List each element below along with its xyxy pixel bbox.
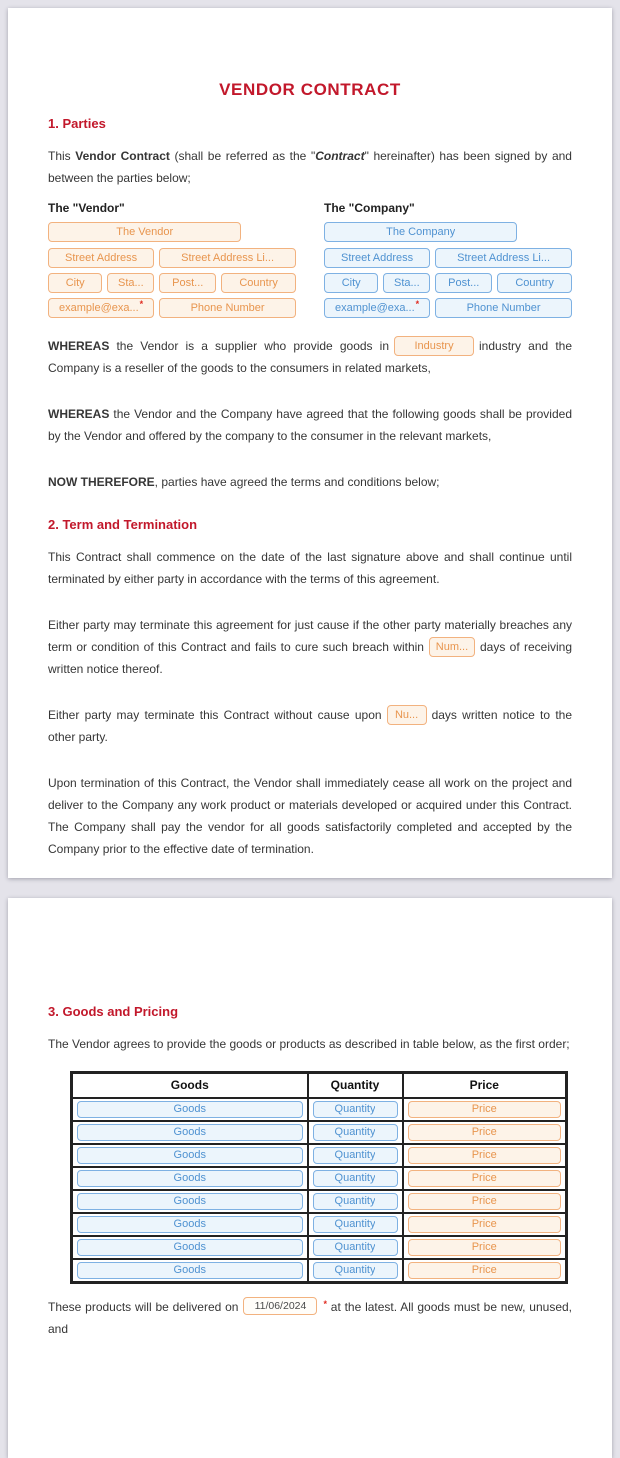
vendor-country-placeholder: Country xyxy=(239,277,278,289)
price-placeholder: Price xyxy=(471,1195,497,1207)
company-state-placeholder: Sta... xyxy=(393,277,420,289)
text-run-bold xyxy=(315,149,364,163)
breach-days-placeholder: Num... xyxy=(435,640,469,653)
text-run: Either party may terminate this agreement for just cause if the other party materially breaches any term or condition of this Contract and fails to cure such breach within xyxy=(48,618,572,654)
company-name-placeholder: The Company xyxy=(386,226,456,238)
goods-table-row xyxy=(72,1213,567,1236)
vendor-postal-input[interactable] xyxy=(159,273,216,293)
notice-days-placeholder: Nu... xyxy=(394,708,419,721)
term-without-cause-paragraph xyxy=(48,704,572,748)
price-input[interactable] xyxy=(408,1101,562,1118)
text-run-italic: Contract xyxy=(315,149,365,163)
text-run-bold: WHEREAS xyxy=(48,339,110,353)
price-input[interactable] xyxy=(408,1170,562,1187)
section-heading-goods: 3. Goods and Pricing xyxy=(48,1004,179,1019)
quantity-input[interactable] xyxy=(313,1124,398,1141)
goods-placeholder: Goods xyxy=(173,1195,206,1207)
delivery-date-input[interactable] xyxy=(243,1297,317,1315)
company-contact-row xyxy=(324,298,572,318)
delivery-date-value: 11/06/2024 xyxy=(254,1300,307,1313)
vendor-contact-row xyxy=(48,298,296,318)
text-run-bold: WHEREAS xyxy=(48,407,110,421)
goods-column-header: Goods xyxy=(72,1073,308,1098)
text-run: the Vendor and the Company have agreed that the following goods shall be provided by the Vendor and offered by the company to the consumer in the relevant markets, xyxy=(48,407,572,443)
goods-table-header-row xyxy=(72,1073,567,1098)
text-run: days written notice to the other party. xyxy=(48,708,572,744)
vendor-name-input[interactable] xyxy=(48,222,241,242)
quantity-placeholder: Quantity xyxy=(334,1195,376,1207)
goods-placeholder: Goods xyxy=(173,1149,206,1161)
vendor-postal-placeholder: Post... xyxy=(172,277,204,289)
text-run-bold: NOW THEREFORE xyxy=(48,475,155,489)
text-run: , parties have agreed the terms and conditions below; xyxy=(154,475,440,489)
vendor-state-placeholder: Sta... xyxy=(117,277,144,289)
company-city-input[interactable] xyxy=(324,273,378,293)
text-run: Either party may terminate this Contract without cause upon xyxy=(48,708,382,722)
goods-table-row xyxy=(72,1167,567,1190)
industry-input[interactable] xyxy=(394,336,474,356)
contract-page-1 xyxy=(8,8,612,878)
price-input[interactable] xyxy=(408,1147,562,1164)
company-street-input[interactable] xyxy=(324,248,430,268)
goods-intro-paragraph: The Vendor agrees to provide the goods or products as described in table below, as the first order; xyxy=(48,1037,570,1051)
quantity-input[interactable] xyxy=(313,1147,398,1164)
goods-input[interactable] xyxy=(77,1262,303,1279)
vendor-street-input[interactable] xyxy=(48,248,154,268)
text-run: days of receiving written notice thereof. xyxy=(48,640,572,676)
vendor-name-placeholder: The Vendor xyxy=(116,226,174,238)
whereas-industry-paragraph xyxy=(48,335,572,379)
vendor-phone-input[interactable] xyxy=(159,298,296,318)
text-run: industry and the Company is a reseller of the goods to the consumers in related markets, xyxy=(48,339,572,375)
term-just-cause-paragraph xyxy=(48,614,572,680)
notice-days-input[interactable] xyxy=(387,705,427,725)
text-run: These products will be delivered on xyxy=(48,1299,239,1314)
goods-table-row xyxy=(72,1144,567,1167)
quantity-column-header: Quantity xyxy=(308,1073,403,1098)
section-heading-parties: 1. Parties xyxy=(48,116,106,131)
company-street2-placeholder: Street Address Li... xyxy=(457,252,551,264)
vendor-street2-placeholder: Street Address Li... xyxy=(181,252,275,264)
goods-table-row xyxy=(72,1259,567,1283)
contract-page-2 xyxy=(8,898,612,1458)
required-asterisk: * xyxy=(139,298,144,309)
goods-table-row xyxy=(72,1098,567,1121)
quantity-placeholder: Quantity xyxy=(334,1218,376,1230)
industry-placeholder: Industry xyxy=(414,339,454,352)
goods-table-row xyxy=(72,1236,567,1259)
price-placeholder: Price xyxy=(471,1241,497,1253)
vendor-country-input[interactable] xyxy=(221,273,296,293)
price-placeholder: Price xyxy=(471,1103,497,1115)
goods-placeholder: Goods xyxy=(173,1103,206,1115)
vendor-street2-input[interactable] xyxy=(159,248,296,268)
price-placeholder: Price xyxy=(471,1172,497,1184)
vendor-state-input[interactable] xyxy=(107,273,154,293)
goods-input[interactable] xyxy=(77,1216,303,1233)
vendor-column xyxy=(48,201,296,323)
breach-days-input[interactable] xyxy=(429,637,475,657)
price-input[interactable] xyxy=(408,1239,562,1256)
text-run: (shall be referred as the " xyxy=(169,149,316,163)
vendor-phone-placeholder: Phone Number xyxy=(190,302,265,314)
company-state-input[interactable] xyxy=(383,273,430,293)
price-column-header: Price xyxy=(403,1073,567,1098)
delivery-paragraph xyxy=(48,1296,572,1340)
required-asterisk: * xyxy=(415,298,420,309)
company-city-placeholder: City xyxy=(341,277,361,289)
company-street2-input[interactable] xyxy=(435,248,572,268)
company-street-placeholder: Street Address xyxy=(341,252,414,264)
text-run: at the latest. All goods must be new, unused, and xyxy=(48,1299,572,1336)
quantity-input[interactable] xyxy=(313,1170,398,1187)
price-placeholder: Price xyxy=(471,1126,497,1138)
price-placeholder: Price xyxy=(471,1264,497,1276)
vendor-email-placeholder: example@exa... xyxy=(59,302,139,314)
company-heading: The "Company" xyxy=(324,201,415,215)
goods-table-row xyxy=(72,1190,567,1213)
required-asterisk: * xyxy=(323,1298,327,1309)
price-input[interactable] xyxy=(408,1216,562,1233)
goods-placeholder: Goods xyxy=(173,1126,206,1138)
quantity-placeholder: Quantity xyxy=(334,1241,376,1253)
company-email-input[interactable] xyxy=(324,298,430,318)
price-placeholder: Price xyxy=(471,1218,497,1230)
quantity-input[interactable] xyxy=(313,1193,398,1210)
company-postal-placeholder: Post... xyxy=(448,277,480,289)
price-input[interactable] xyxy=(408,1124,562,1141)
company-city-row xyxy=(324,273,572,293)
goods-input[interactable] xyxy=(77,1147,303,1164)
company-postal-input[interactable] xyxy=(435,273,492,293)
whereas-goods-paragraph xyxy=(48,403,572,447)
text-run: " hereinafter) has been signed by and between the parties below; xyxy=(48,149,572,185)
goods-placeholder: Goods xyxy=(173,1264,206,1276)
goods-placeholder: Goods xyxy=(173,1172,206,1184)
price-input[interactable] xyxy=(408,1193,562,1210)
price-input[interactable] xyxy=(408,1262,562,1279)
quantity-input[interactable] xyxy=(313,1239,398,1256)
company-phone-input[interactable] xyxy=(435,298,572,318)
goods-input[interactable] xyxy=(77,1101,303,1118)
company-name-input[interactable] xyxy=(324,222,517,242)
goods-input[interactable] xyxy=(77,1239,303,1256)
company-street-row xyxy=(324,248,572,268)
vendor-city-input[interactable] xyxy=(48,273,102,293)
company-country-input[interactable] xyxy=(497,273,572,293)
parties-intro-paragraph xyxy=(48,145,572,189)
term-upon-termination-paragraph: Upon termination of this Contract, the Vendor shall immediately cease all work on the project and deliver to the Company any work product or materials developed or acquired under this Contract. The Company shall pay the vendor for all goods satisfactorily completed and accepted by the Company prior to the effective date of termination. xyxy=(48,776,572,856)
quantity-input[interactable] xyxy=(313,1216,398,1233)
company-country-placeholder: Country xyxy=(515,277,554,289)
company-phone-placeholder: Phone Number xyxy=(466,302,541,314)
now-therefore-paragraph xyxy=(48,471,572,493)
quantity-placeholder: Quantity xyxy=(334,1264,376,1276)
quantity-placeholder: Quantity xyxy=(334,1103,376,1115)
text-run: This xyxy=(48,149,76,163)
goods-placeholder: Goods xyxy=(173,1241,206,1253)
section-heading-term: 2. Term and Termination xyxy=(48,517,198,532)
goods-input[interactable] xyxy=(77,1193,303,1210)
quantity-input[interactable] xyxy=(313,1262,398,1279)
vendor-email-input[interactable] xyxy=(48,298,154,318)
goods-input[interactable] xyxy=(77,1170,303,1187)
quantity-placeholder: Quantity xyxy=(334,1172,376,1184)
goods-placeholder: Goods xyxy=(173,1218,206,1230)
company-column xyxy=(324,201,572,323)
quantity-placeholder: Quantity xyxy=(334,1149,376,1161)
parties-columns xyxy=(48,201,572,323)
vendor-city-row xyxy=(48,273,296,293)
vendor-city-placeholder: City xyxy=(65,277,85,289)
text-run-bold: Vendor Contract xyxy=(75,149,170,163)
vendor-street-row xyxy=(48,248,296,268)
goods-table-row xyxy=(72,1121,567,1144)
text-run: the Vendor is a supplier who provide goods in xyxy=(109,339,390,353)
term-commence-paragraph: This Contract shall commence on the date of the last signature above and shall continue until terminated by either party in accordance with the terms of this agreement. xyxy=(48,550,572,586)
goods-pricing-table xyxy=(70,1071,568,1284)
goods-input[interactable] xyxy=(77,1124,303,1141)
vendor-heading: The "Vendor" xyxy=(48,201,125,215)
price-placeholder: Price xyxy=(471,1149,497,1161)
quantity-placeholder: Quantity xyxy=(334,1126,376,1138)
quantity-input[interactable] xyxy=(313,1101,398,1118)
company-email-placeholder: example@exa... xyxy=(335,302,415,314)
vendor-street-placeholder: Street Address xyxy=(65,252,138,264)
document-title: VENDOR CONTRACT xyxy=(219,80,401,99)
